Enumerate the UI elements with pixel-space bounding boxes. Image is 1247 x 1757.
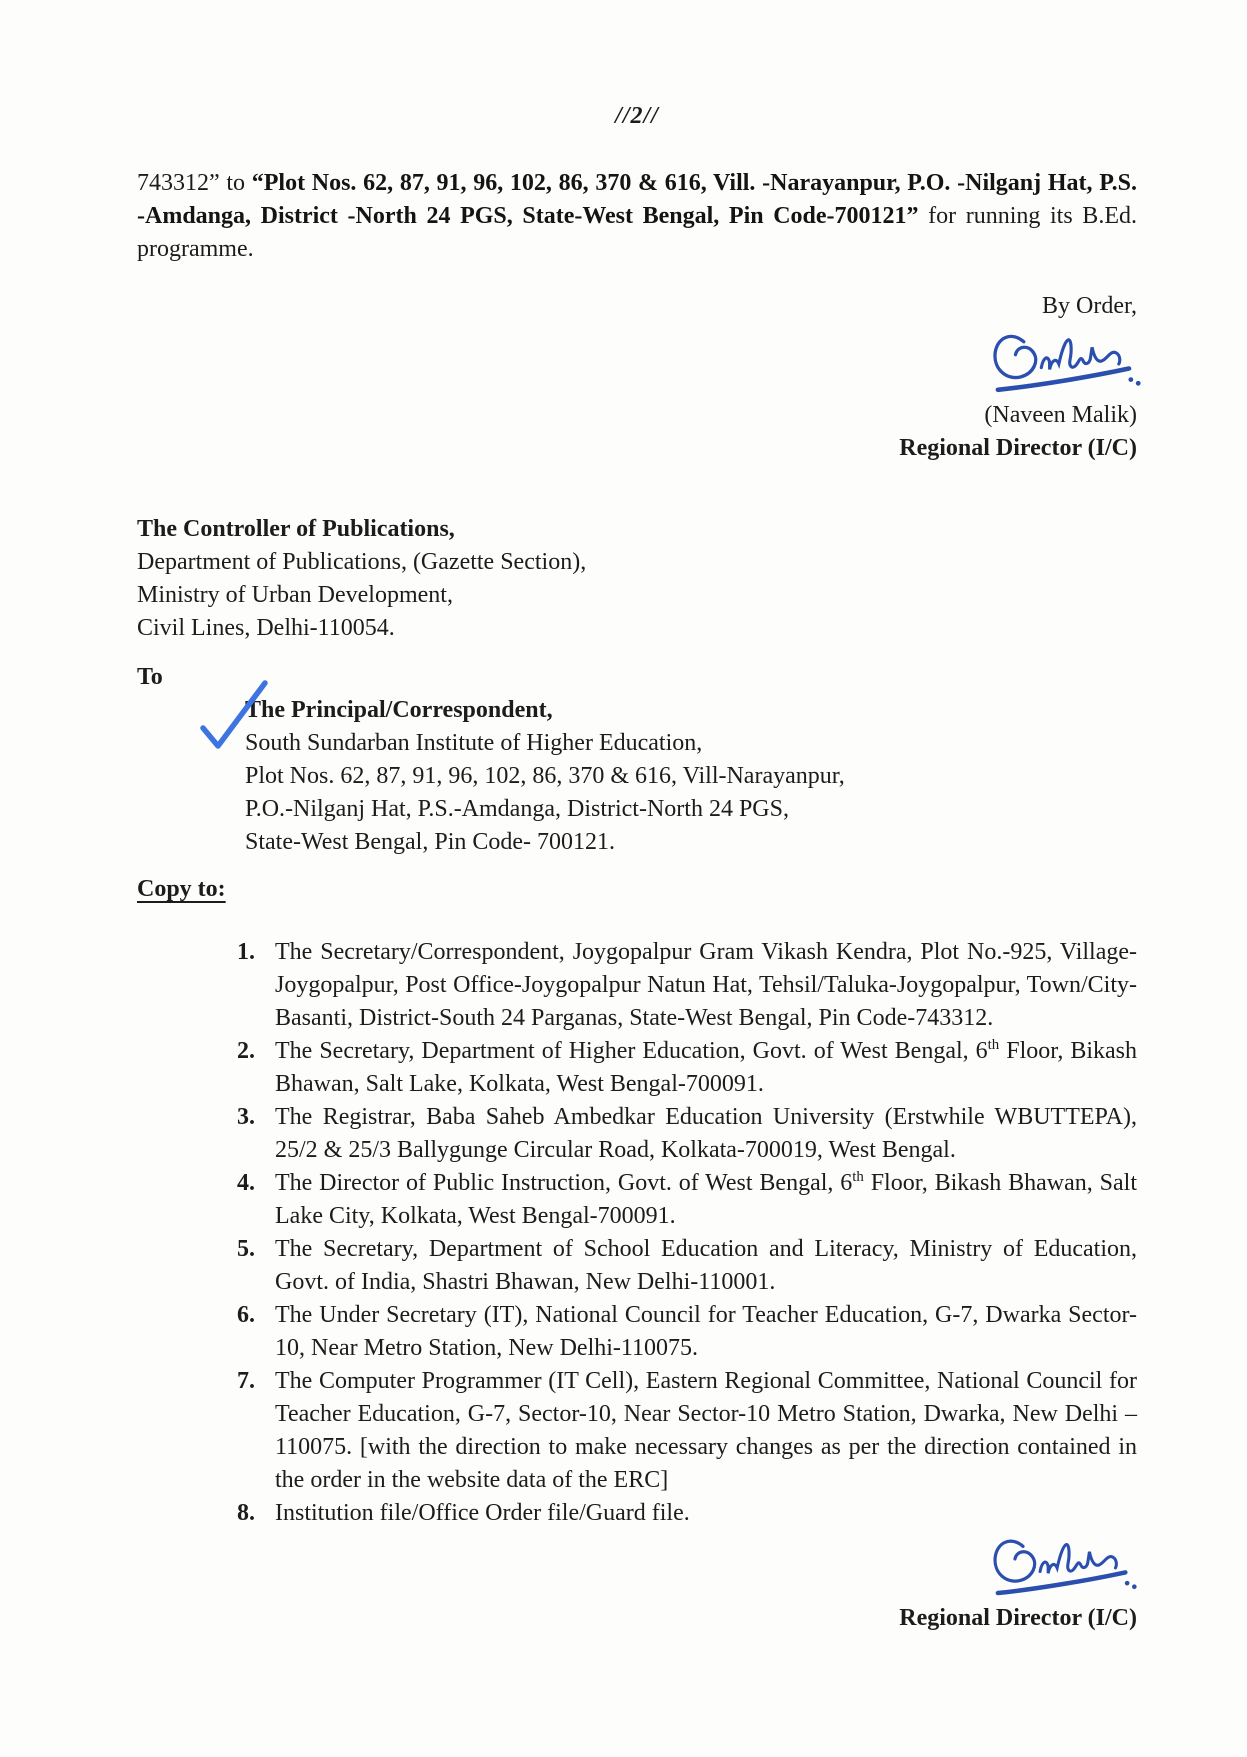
- copy-to-item-text: The Secretary, Department of Higher Education, Govt. of West Bengal, 6th Floor, Bikash Bhawan, Salt Lake, Kolkata, West Bengal-700091.: [275, 1037, 1137, 1097]
- copy-to-item-number: 4.: [237, 1170, 255, 1196]
- footer-designation: Regional Director (I/C): [899, 1605, 1137, 1631]
- signature-naveen-malik-icon: [983, 1532, 1151, 1602]
- signature-naveen-malik-icon: [983, 327, 1155, 399]
- copy-to-item-number: 5.: [237, 1236, 255, 1262]
- copy-to-item-text: The Computer Programmer (IT Cell), Eastern Regional Committee, National Council for Teacher Education, G-7, Sector-10, Near Sector-10 Metro Station, Dwarka, New Delhi – 110075. [with the direction to make necessary changes as per the direction contained in the order in the website data of the ERC]: [275, 1368, 1137, 1493]
- copy-to-item: [237, 1101, 1137, 1167]
- copy-to-item-number: 2.: [237, 1038, 255, 1064]
- copy-to-item-number: 1.: [237, 939, 255, 965]
- copy-to-item-text: The Director of Public Instruction, Govt. of West Bengal, 6th Floor, Bikash Bhawan, Salt Lake City, Kolkata, West Bengal-700091.: [275, 1169, 1137, 1229]
- page-number-marker: //2//: [615, 103, 659, 129]
- copy-to-item: [237, 1233, 1137, 1299]
- to-label: To: [137, 664, 163, 690]
- signatory-designation: Regional Director (I/C): [899, 435, 1137, 461]
- recipient-line: State-West Bengal, Pin Code- 700121.: [245, 829, 616, 855]
- controller-line: Ministry of Urban Development,: [137, 582, 453, 608]
- recipient-address-block: [245, 694, 1137, 859]
- copy-to-item: [237, 1365, 1137, 1497]
- tick-mark-icon: [195, 678, 273, 754]
- copy-to-item: [237, 936, 1137, 1035]
- copy-to-item: [237, 1167, 1137, 1233]
- copy-to-heading: Copy to:: [137, 876, 226, 902]
- recipient-line: P.O.-Nilganj Hat, P.S.-Amdanga, District-North 24 PGS,: [245, 796, 789, 822]
- by-order-line: By Order,: [1041, 293, 1137, 319]
- recipient-line: Plot Nos. 62, 87, 91, 96, 102, 86, 370 & 616, Vill-Narayanpur,: [245, 763, 845, 789]
- controller-address-block: [137, 513, 1137, 645]
- copy-to-item: [237, 1497, 1137, 1530]
- copy-to-item-text: The Secretary/Correspondent, Joygopalpur Gram Vikash Kendra, Plot No.-925, Village-Joygopalpur, Post Office-Joygopalpur Natun Hat, Tehsil/Taluka-Joygopalpur, Town/City-Basanti, District-South 24 Parganas, State-West Bengal, Pin Code-743312.: [275, 939, 1137, 1031]
- controller-line: Civil Lines, Delhi-110054.: [137, 615, 395, 641]
- controller-line: The Controller of Publications,: [137, 516, 455, 542]
- copy-to-item-text: Institution file/Office Order file/Guard file.: [275, 1500, 690, 1526]
- copy-to-item-text: The Secretary, Department of School Education and Literacy, Ministry of Education, Govt. of India, Shastri Bhawan, New Delhi-110001.: [275, 1236, 1137, 1295]
- copy-to-item-text: The Registrar, Baba Saheb Ambedkar Education University (Erstwhile WBUTTEPA), 25/2 & 25/3 Ballygunge Circular Road, Kolkata-700019, West Bengal.: [275, 1104, 1137, 1163]
- copy-to-item-text: The Under Secretary (IT), National Council for Teacher Education, G-7, Dwarka Sector-10, Near Metro Station, New Delhi-110075.: [275, 1302, 1137, 1361]
- intro-prefix: 743312” to: [137, 170, 252, 196]
- copy-to-item: [237, 1035, 1137, 1101]
- signatory-name: (Naveen Malik): [984, 402, 1137, 428]
- intro-paragraph: [137, 167, 1137, 266]
- copy-to-item-number: 6.: [237, 1302, 255, 1328]
- recipient-line: The Principal/Correspondent,: [245, 697, 553, 723]
- intro-address-bold: “Plot Nos. 62, 87, 91, 96, 102, 86, 370 & 616, Vill. -Narayanpur, P.O. -Nilganj Hat, P.S. -Amdanga, District -North 24 PGS, State-West Bengal, Pin Code-700121”: [137, 170, 1137, 229]
- copy-to-list: [137, 936, 1137, 1530]
- controller-line: Department of Publications, (Gazette Section),: [137, 549, 587, 575]
- copy-to-item-number: 7.: [237, 1368, 255, 1394]
- signature-area-top: [137, 327, 1137, 399]
- signature-area-bottom: [137, 1532, 1137, 1602]
- intro-suffix: for running its B.Ed. programme.: [137, 203, 1137, 262]
- copy-to-item-number: 3.: [237, 1104, 255, 1130]
- copy-to-item: [237, 1299, 1137, 1365]
- recipient-line: South Sundarban Institute of Higher Education,: [245, 730, 703, 756]
- copy-to-item-number: 8.: [237, 1500, 255, 1526]
